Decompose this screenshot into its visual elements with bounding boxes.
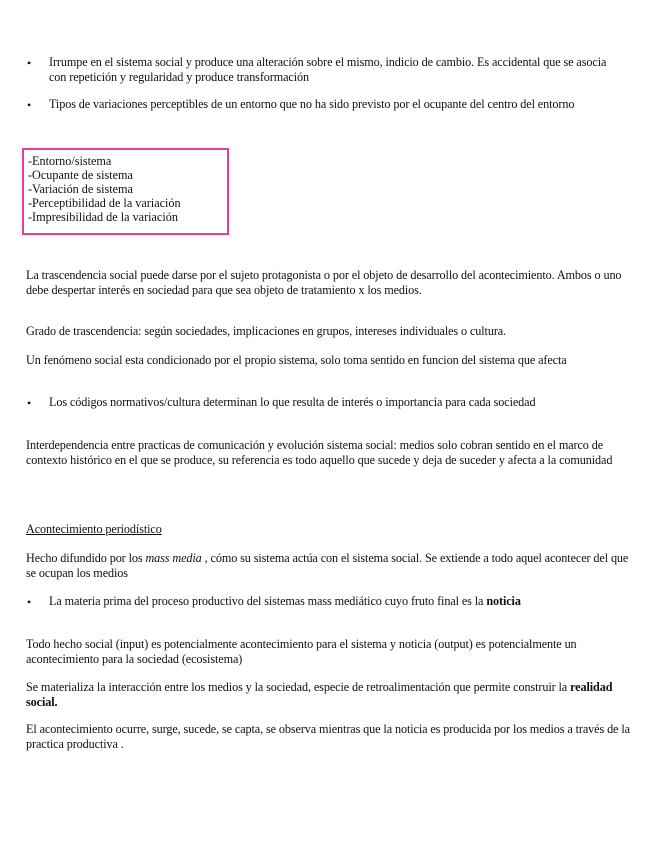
paragraph-7	[26, 680, 630, 709]
section-heading: Acontecimiento periodístico	[26, 522, 162, 536]
bullet-text-3: Los códigos normativos/cultura determinan lo que resulta de interés o importancia para cada sociedad	[49, 395, 536, 409]
paragraph-8: El acontecimiento ocurre, surge, sucede, se capta, se observa mientras que la noticia es producida por los medios a través de la practica productiva .	[26, 722, 630, 751]
box-item: -Impresibilidad de la variación	[28, 210, 178, 224]
paragraph-2: Grado de trascendencia: según sociedades, implicaciones en grupos, intereses individuales o cultura.	[26, 324, 507, 338]
highlight-box	[22, 148, 229, 235]
bullet-marker: •	[27, 396, 32, 410]
box-item: -Variación de sistema	[28, 182, 133, 196]
paragraph-4: Interdependencia entre practicas de comunicación y evolución sistema social: medios solo cobran sentido en el marco de contexto histórico en el que se produce, su referencia es todo aquello que sucede y deja de suceder y afecta a la comunidad	[26, 438, 613, 467]
paragraph-5-post: , cómo su sistema actúa con el sistema social. Se extiende a todo aquel acontecer del que se ocupan los medios	[26, 551, 629, 580]
bullet-marker: •	[27, 595, 32, 609]
paragraph-5-pre: Hecho difundido por los	[26, 551, 146, 565]
paragraph-6: Todo hecho social (input) es potencialmente acontecimiento para el sistema y noticia (output) es potencialmente un acontecimiento para la sociedad (ecosistema)	[26, 637, 577, 666]
box-item: -Entorno/sistema	[28, 154, 112, 168]
paragraph-3: Un fenómeno social esta condicionado por el propio sistema, solo toma sentido en funcion del sistema que afecta	[26, 353, 567, 367]
realidad-social-term: realidad social.	[26, 680, 613, 709]
bullet-text-4-body: La materia prima del proceso productivo del sistemas mass mediático cuyo fruto final es la	[49, 594, 487, 608]
paragraph-1: La trascendencia social puede darse por el sujeto protagonista o por el objeto de desarrollo del acontecimiento. Ambos o uno debe despertar interés en sociedad para que sea objeto de tratamiento x los medios.	[26, 268, 622, 297]
box-item: -Ocupante de sistema	[28, 168, 133, 182]
bullet-text-2: Tipos de variaciones perceptibles de un entorno que no ha sido previsto por el ocupante del centro del entorno	[49, 97, 575, 111]
mass-media-term: mass media	[145, 551, 202, 565]
bullet-text-4	[49, 594, 609, 609]
paragraph-7-body: Se materializa la interacción entre los medios y la sociedad, especie de retroalimentación que permite construir la	[26, 680, 571, 694]
bullet-marker: •	[27, 98, 32, 112]
bullet-marker: •	[27, 56, 32, 70]
box-item: -Perceptibilidad de la variación	[28, 196, 181, 210]
noticia-term: noticia	[486, 594, 521, 608]
paragraph-5	[26, 551, 630, 580]
bullet-text-1: Irrumpe en el sistema social y produce una alteración sobre el mismo, indicio de cambio. Es accidental que se asocia con repetición y regularidad y produce transformación	[49, 55, 607, 84]
